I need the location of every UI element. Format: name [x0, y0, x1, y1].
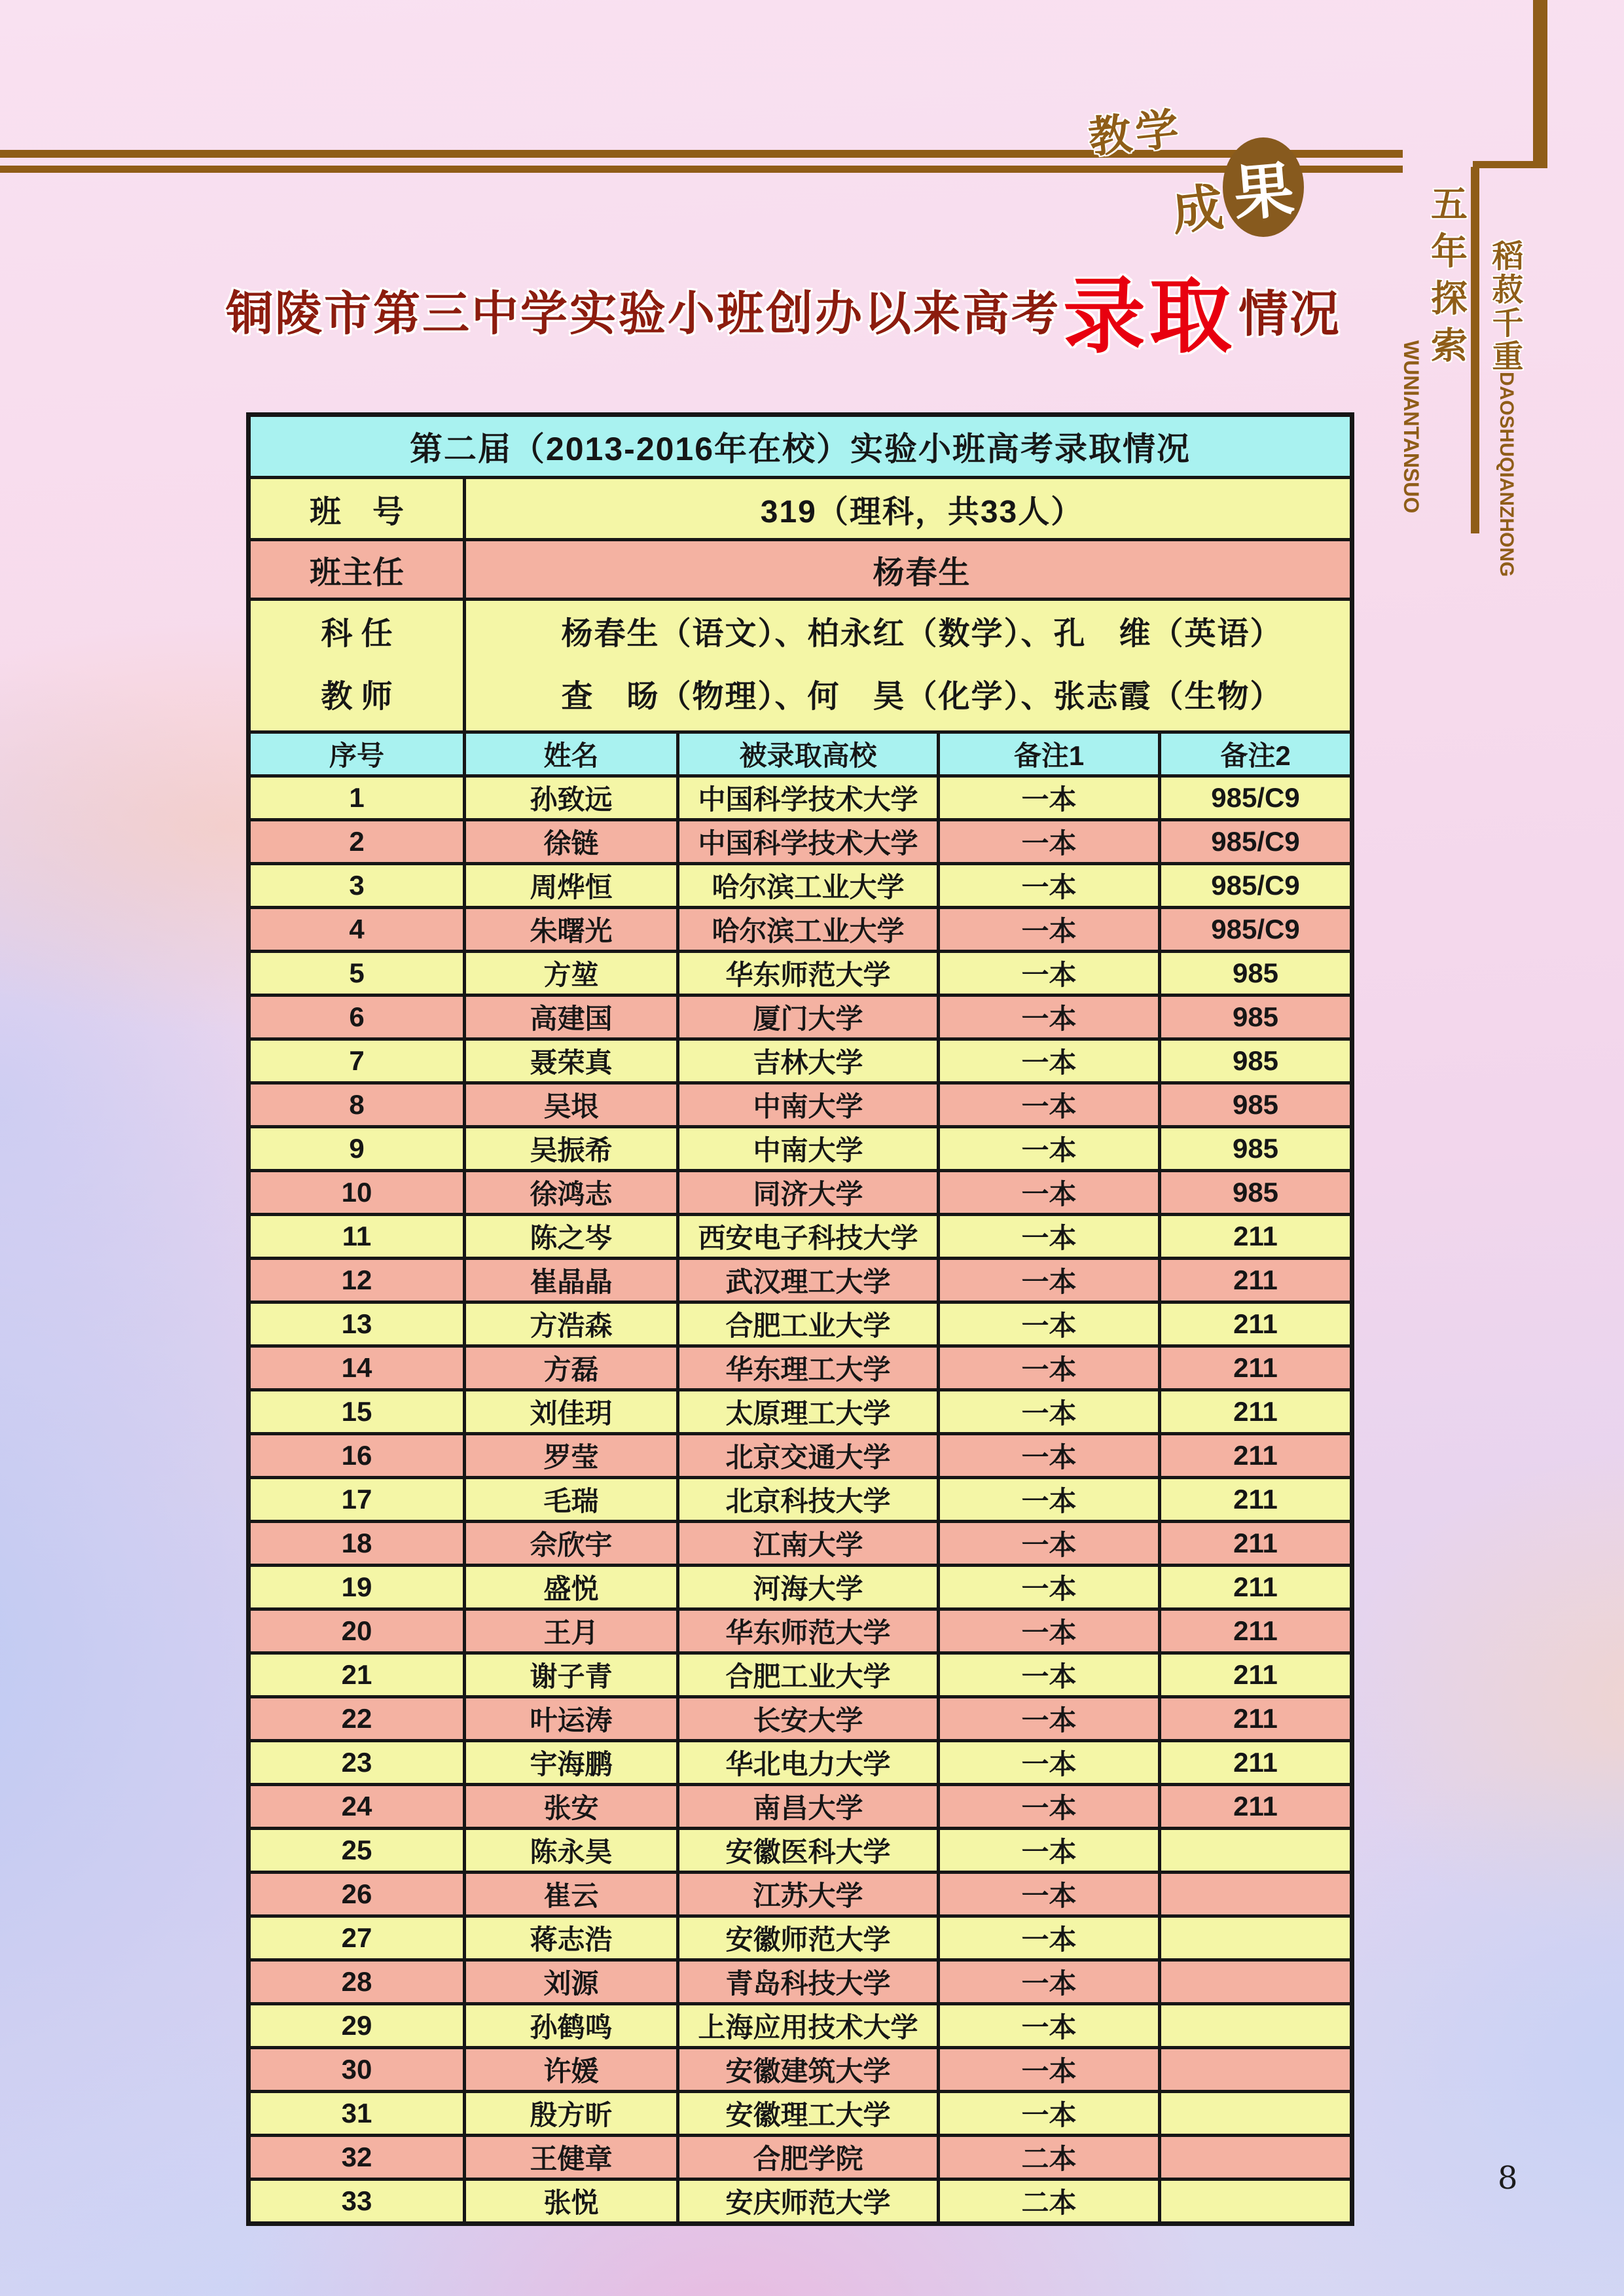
cell-序号: 20: [249, 1609, 465, 1653]
cell-序号: 21: [249, 1653, 465, 1697]
admission-results-table: [246, 412, 1354, 2226]
cell-备注2: [1160, 1829, 1352, 1873]
cell-备注2: [1160, 2004, 1352, 2048]
cell-备注2: 211: [1160, 1434, 1352, 1478]
head-teacher-label: 班主任: [249, 540, 465, 600]
table-row: [249, 1785, 1352, 1829]
cell-被录取高校: 吉林大学: [678, 1039, 939, 1083]
column-header-0: 序号: [249, 732, 465, 776]
table-row: [249, 820, 1352, 864]
cell-备注2: 985/C9: [1160, 908, 1352, 952]
cell-被录取高校: 华北电力大学: [678, 1741, 939, 1785]
cell-备注2: 211: [1160, 1609, 1352, 1653]
table-row: [249, 1346, 1352, 1390]
cell-被录取高校: 安徽建筑大学: [678, 2048, 939, 2092]
cell-序号: 9: [249, 1127, 465, 1171]
cell-备注1: 一本: [939, 1609, 1160, 1653]
cell-姓名: 谢子青: [465, 1653, 678, 1697]
cell-序号: 28: [249, 1960, 465, 2004]
table-header-row: [249, 732, 1352, 776]
sidebar-slogan-daoshu-qianzhong-latin: DAOSHUQIANZHONG: [1496, 372, 1517, 577]
cell-被录取高校: 太原理工大学: [678, 1390, 939, 1434]
cell-备注1: 一本: [939, 1346, 1160, 1390]
cell-序号: 18: [249, 1522, 465, 1566]
cell-姓名: 盛悦: [465, 1566, 678, 1609]
cell-备注1: 一本: [939, 2048, 1160, 2092]
cell-姓名: 崔云: [465, 1873, 678, 1916]
cell-被录取高校: 武汉理工大学: [678, 1259, 939, 1302]
cell-姓名: 孙鹤鸣: [465, 2004, 678, 2048]
cell-姓名: 殷方昕: [465, 2092, 678, 2136]
table-row: [249, 864, 1352, 908]
table-caption: 第二届（2013-2016年在校）实验小班高考录取情况: [249, 415, 1352, 478]
table-row: [249, 1083, 1352, 1127]
cell-备注2: 211: [1160, 1566, 1352, 1609]
cell-姓名: 王健章: [465, 2136, 678, 2179]
cell-被录取高校: 厦门大学: [678, 996, 939, 1039]
cell-序号: 25: [249, 1829, 465, 1873]
head-teacher-row: [249, 540, 1352, 600]
cell-备注2: [1160, 2048, 1352, 2092]
cell-备注2: [1160, 2136, 1352, 2179]
table-row: [249, 1566, 1352, 1609]
cell-被录取高校: 江苏大学: [678, 1873, 939, 1916]
table-row: [249, 2092, 1352, 2136]
table-row: [249, 908, 1352, 952]
cell-序号: 8: [249, 1083, 465, 1127]
cell-被录取高校: 中南大学: [678, 1083, 939, 1127]
cell-姓名: 高建国: [465, 996, 678, 1039]
cell-姓名: 方浩森: [465, 1302, 678, 1346]
cell-被录取高校: 哈尔滨工业大学: [678, 908, 939, 952]
cell-备注1: 一本: [939, 820, 1160, 864]
cell-姓名: 张悦: [465, 2179, 678, 2224]
subject-teachers-label: [249, 600, 465, 732]
cell-备注1: 一本: [939, 2004, 1160, 2048]
cell-备注1: 一本: [939, 1566, 1160, 1609]
cell-姓名: 聂荣真: [465, 1039, 678, 1083]
cell-被录取高校: 华东理工大学: [678, 1346, 939, 1390]
class-number-value: 319（理科，共33人）: [465, 478, 1352, 540]
class-number-label: 班 号: [249, 478, 465, 540]
cell-序号: 5: [249, 952, 465, 996]
cell-被录取高校: 中国科学技术大学: [678, 776, 939, 820]
cell-被录取高校: 安徽师范大学: [678, 1916, 939, 1960]
cell-序号: 12: [249, 1259, 465, 1302]
cell-被录取高校: 青岛科技大学: [678, 1960, 939, 2004]
banner-oval-badge: [1223, 137, 1304, 237]
cell-被录取高校: 合肥学院: [678, 2136, 939, 2179]
cell-被录取高校: 华东师范大学: [678, 1609, 939, 1653]
page-number: 8: [1498, 2160, 1518, 2197]
cell-备注2: 985: [1160, 1127, 1352, 1171]
sidebar-slogan-daoshu-qianzhong: 稻菽千重: [1487, 240, 1522, 373]
cell-序号: 16: [249, 1434, 465, 1478]
right-rule-connector: [1473, 161, 1547, 168]
cell-被录取高校: 华东师范大学: [678, 952, 939, 996]
table-row: [249, 2179, 1352, 2224]
table-row: [249, 1478, 1352, 1522]
cell-备注1: 一本: [939, 1039, 1160, 1083]
cell-备注1: 一本: [939, 1653, 1160, 1697]
table-row: [249, 1697, 1352, 1741]
cell-备注2: 985: [1160, 1171, 1352, 1215]
page-title: [226, 260, 1378, 363]
right-vertical-rule-thick: [1533, 0, 1547, 164]
cell-姓名: 徐鸿志: [465, 1171, 678, 1215]
cell-备注2: 211: [1160, 1390, 1352, 1434]
cell-姓名: 蒋志浩: [465, 1916, 678, 1960]
cell-备注2: 211: [1160, 1741, 1352, 1785]
table-row: [249, 1873, 1352, 1916]
cell-序号: 26: [249, 1873, 465, 1916]
cell-序号: 31: [249, 2092, 465, 2136]
cell-序号: 27: [249, 1916, 465, 1960]
cell-备注2: [1160, 2092, 1352, 2136]
table-row: [249, 1171, 1352, 1215]
cell-序号: 15: [249, 1390, 465, 1434]
cell-姓名: 宇海鹏: [465, 1741, 678, 1785]
cell-备注1: 一本: [939, 1127, 1160, 1171]
cell-备注2: 985: [1160, 996, 1352, 1039]
cell-姓名: 毛瑞: [465, 1478, 678, 1522]
cell-备注2: 985: [1160, 1039, 1352, 1083]
banner-calligraphy-cheng: 成: [1169, 178, 1227, 241]
column-header-2: 被录取高校: [678, 732, 939, 776]
cell-备注1: 一本: [939, 1215, 1160, 1259]
sidebar-slogan-wunian-tansuo-latin: WUNIANTANSUO: [1399, 340, 1423, 514]
page-title-suffix: 情况: [1238, 286, 1341, 342]
cell-姓名: 周烨恒: [465, 864, 678, 908]
page-title-highlight: 录取: [1063, 270, 1236, 363]
cell-姓名: 徐链: [465, 820, 678, 864]
cell-备注2: 985/C9: [1160, 820, 1352, 864]
cell-序号: 22: [249, 1697, 465, 1741]
subject-teachers-label-line2: 教 师: [321, 679, 393, 714]
cell-被录取高校: 北京科技大学: [678, 1478, 939, 1522]
cell-序号: 4: [249, 908, 465, 952]
column-header-4: 备注2: [1160, 732, 1352, 776]
cell-备注2: 211: [1160, 1215, 1352, 1259]
cell-备注2: [1160, 1916, 1352, 1960]
cell-姓名: 孙致远: [465, 776, 678, 820]
table-row: [249, 1390, 1352, 1434]
table-row: [249, 1039, 1352, 1083]
cell-序号: 23: [249, 1741, 465, 1785]
cell-被录取高校: 南昌大学: [678, 1785, 939, 1829]
cell-备注2: 985: [1160, 952, 1352, 996]
cell-姓名: 刘源: [465, 1960, 678, 2004]
cell-备注1: 一本: [939, 1302, 1160, 1346]
cell-备注1: 一本: [939, 1390, 1160, 1434]
cell-序号: 10: [249, 1171, 465, 1215]
table-row: [249, 1215, 1352, 1259]
cell-序号: 2: [249, 820, 465, 864]
cell-序号: 19: [249, 1566, 465, 1609]
cell-备注2: 211: [1160, 1346, 1352, 1390]
cell-备注1: 一本: [939, 1873, 1160, 1916]
cell-被录取高校: 合肥工业大学: [678, 1653, 939, 1697]
cell-备注2: 211: [1160, 1478, 1352, 1522]
cell-备注1: 一本: [939, 1171, 1160, 1215]
cell-备注1: 一本: [939, 1785, 1160, 1829]
cell-备注2: 211: [1160, 1785, 1352, 1829]
cell-被录取高校: 哈尔滨工业大学: [678, 864, 939, 908]
cell-序号: 33: [249, 2179, 465, 2224]
cell-备注1: 一本: [939, 1522, 1160, 1566]
cell-序号: 14: [249, 1346, 465, 1390]
cell-姓名: 刘佳玥: [465, 1390, 678, 1434]
table-row: [249, 1259, 1352, 1302]
table-row: [249, 2048, 1352, 2092]
cell-被录取高校: 合肥工业大学: [678, 1302, 939, 1346]
banner-calligraphy-jiaoxue: 教学: [1086, 103, 1185, 162]
cell-备注1: 一本: [939, 1960, 1160, 2004]
cell-序号: 3: [249, 864, 465, 908]
cell-备注2: [1160, 1873, 1352, 1916]
cell-姓名: 陈之岑: [465, 1215, 678, 1259]
table-row: [249, 1741, 1352, 1785]
cell-被录取高校: 河海大学: [678, 1566, 939, 1609]
subject-teachers-label-line1: 科 任: [321, 617, 393, 651]
cell-序号: 24: [249, 1785, 465, 1829]
cell-姓名: 方磊: [465, 1346, 678, 1390]
cell-被录取高校: 安庆师范大学: [678, 2179, 939, 2224]
cell-被录取高校: 同济大学: [678, 1171, 939, 1215]
cell-被录取高校: 安徽理工大学: [678, 2092, 939, 2136]
cell-被录取高校: 上海应用技术大学: [678, 2004, 939, 2048]
table-row: [249, 1302, 1352, 1346]
cell-备注2: 211: [1160, 1302, 1352, 1346]
cell-姓名: 张安: [465, 1785, 678, 1829]
cell-姓名: 许媛: [465, 2048, 678, 2092]
table-row: [249, 1916, 1352, 1960]
table-row: [249, 1522, 1352, 1566]
table-row: [249, 1653, 1352, 1697]
cell-序号: 1: [249, 776, 465, 820]
cell-姓名: 方堃: [465, 952, 678, 996]
cell-备注1: 二本: [939, 2136, 1160, 2179]
cell-序号: 7: [249, 1039, 465, 1083]
cell-备注2: [1160, 1960, 1352, 2004]
cell-备注2: 985: [1160, 1083, 1352, 1127]
cell-备注1: 一本: [939, 1083, 1160, 1127]
cell-备注1: 一本: [939, 996, 1160, 1039]
subject-teachers-value: [465, 600, 1352, 732]
table-caption-row: [249, 415, 1352, 478]
cell-被录取高校: 中南大学: [678, 1127, 939, 1171]
table-row: [249, 952, 1352, 996]
cell-姓名: 王月: [465, 1609, 678, 1653]
cell-序号: 11: [249, 1215, 465, 1259]
cell-被录取高校: 中国科学技术大学: [678, 820, 939, 864]
cell-备注1: 一本: [939, 1741, 1160, 1785]
cell-被录取高校: 安徽医科大学: [678, 1829, 939, 1873]
table-row: [249, 996, 1352, 1039]
cell-姓名: 吴振希: [465, 1127, 678, 1171]
subject-teachers-value-line1: 杨春生（语文）、柏永红（数学）、孔 维（英语）: [561, 617, 1283, 651]
cell-姓名: 陈永昊: [465, 1829, 678, 1873]
table-row: [249, 1127, 1352, 1171]
column-header-3: 备注1: [939, 732, 1160, 776]
cell-备注1: 一本: [939, 776, 1160, 820]
page-title-prefix: 铜陵市第三中学实验小班创办以来高考: [226, 288, 1061, 340]
cell-序号: 29: [249, 2004, 465, 2048]
cell-备注1: 一本: [939, 908, 1160, 952]
cell-备注1: 一本: [939, 864, 1160, 908]
cell-姓名: 朱曙光: [465, 908, 678, 952]
cell-备注2: [1160, 2179, 1352, 2224]
cell-备注2: 211: [1160, 1697, 1352, 1741]
cell-备注2: 211: [1160, 1653, 1352, 1697]
table-row: [249, 1434, 1352, 1478]
cell-备注2: 211: [1160, 1522, 1352, 1566]
cell-备注1: 一本: [939, 2092, 1160, 2136]
cell-被录取高校: 江南大学: [678, 1522, 939, 1566]
head-teacher-value: 杨春生: [465, 540, 1352, 600]
column-header-1: 姓名: [465, 732, 678, 776]
cell-姓名: 叶运涛: [465, 1697, 678, 1741]
sidebar-slogan-wunian-tansuo: 五年探索: [1426, 185, 1468, 373]
cell-序号: 17: [249, 1478, 465, 1522]
cell-备注1: 一本: [939, 952, 1160, 996]
cell-备注1: 一本: [939, 1434, 1160, 1478]
cell-备注1: 一本: [939, 1478, 1160, 1522]
cell-备注2: 985/C9: [1160, 776, 1352, 820]
cell-序号: 30: [249, 2048, 465, 2092]
table-row: [249, 1960, 1352, 2004]
cell-姓名: 吴垠: [465, 1083, 678, 1127]
table-row: [249, 1829, 1352, 1873]
table-row: [249, 2004, 1352, 2048]
subject-teachers-row: [249, 600, 1352, 732]
cell-姓名: 罗莹: [465, 1434, 678, 1478]
subject-teachers-value-line2: 查 旸（物理）、何 昊（化学）、张志霞（生物）: [561, 679, 1283, 714]
class-number-row: [249, 478, 1352, 540]
table-row: [249, 1609, 1352, 1653]
cell-备注2: 211: [1160, 1259, 1352, 1302]
cell-序号: 13: [249, 1302, 465, 1346]
cell-被录取高校: 北京交通大学: [678, 1434, 939, 1478]
cell-备注1: 一本: [939, 1697, 1160, 1741]
cell-序号: 32: [249, 2136, 465, 2179]
cell-备注1: 一本: [939, 1916, 1160, 1960]
cell-序号: 6: [249, 996, 465, 1039]
cell-被录取高校: 西安电子科技大学: [678, 1215, 939, 1259]
cell-备注1: 一本: [939, 1259, 1160, 1302]
cell-备注1: 一本: [939, 1829, 1160, 1873]
cell-姓名: 佘欣宇: [465, 1522, 678, 1566]
banner-oval-char: 果: [1231, 156, 1297, 228]
top-horizontal-rule-1: [0, 150, 1403, 158]
cell-被录取高校: 长安大学: [678, 1697, 939, 1741]
cell-备注2: 985/C9: [1160, 864, 1352, 908]
table-row: [249, 776, 1352, 820]
cell-姓名: 崔晶晶: [465, 1259, 678, 1302]
table-row: [249, 2136, 1352, 2179]
cell-备注1: 二本: [939, 2179, 1160, 2224]
